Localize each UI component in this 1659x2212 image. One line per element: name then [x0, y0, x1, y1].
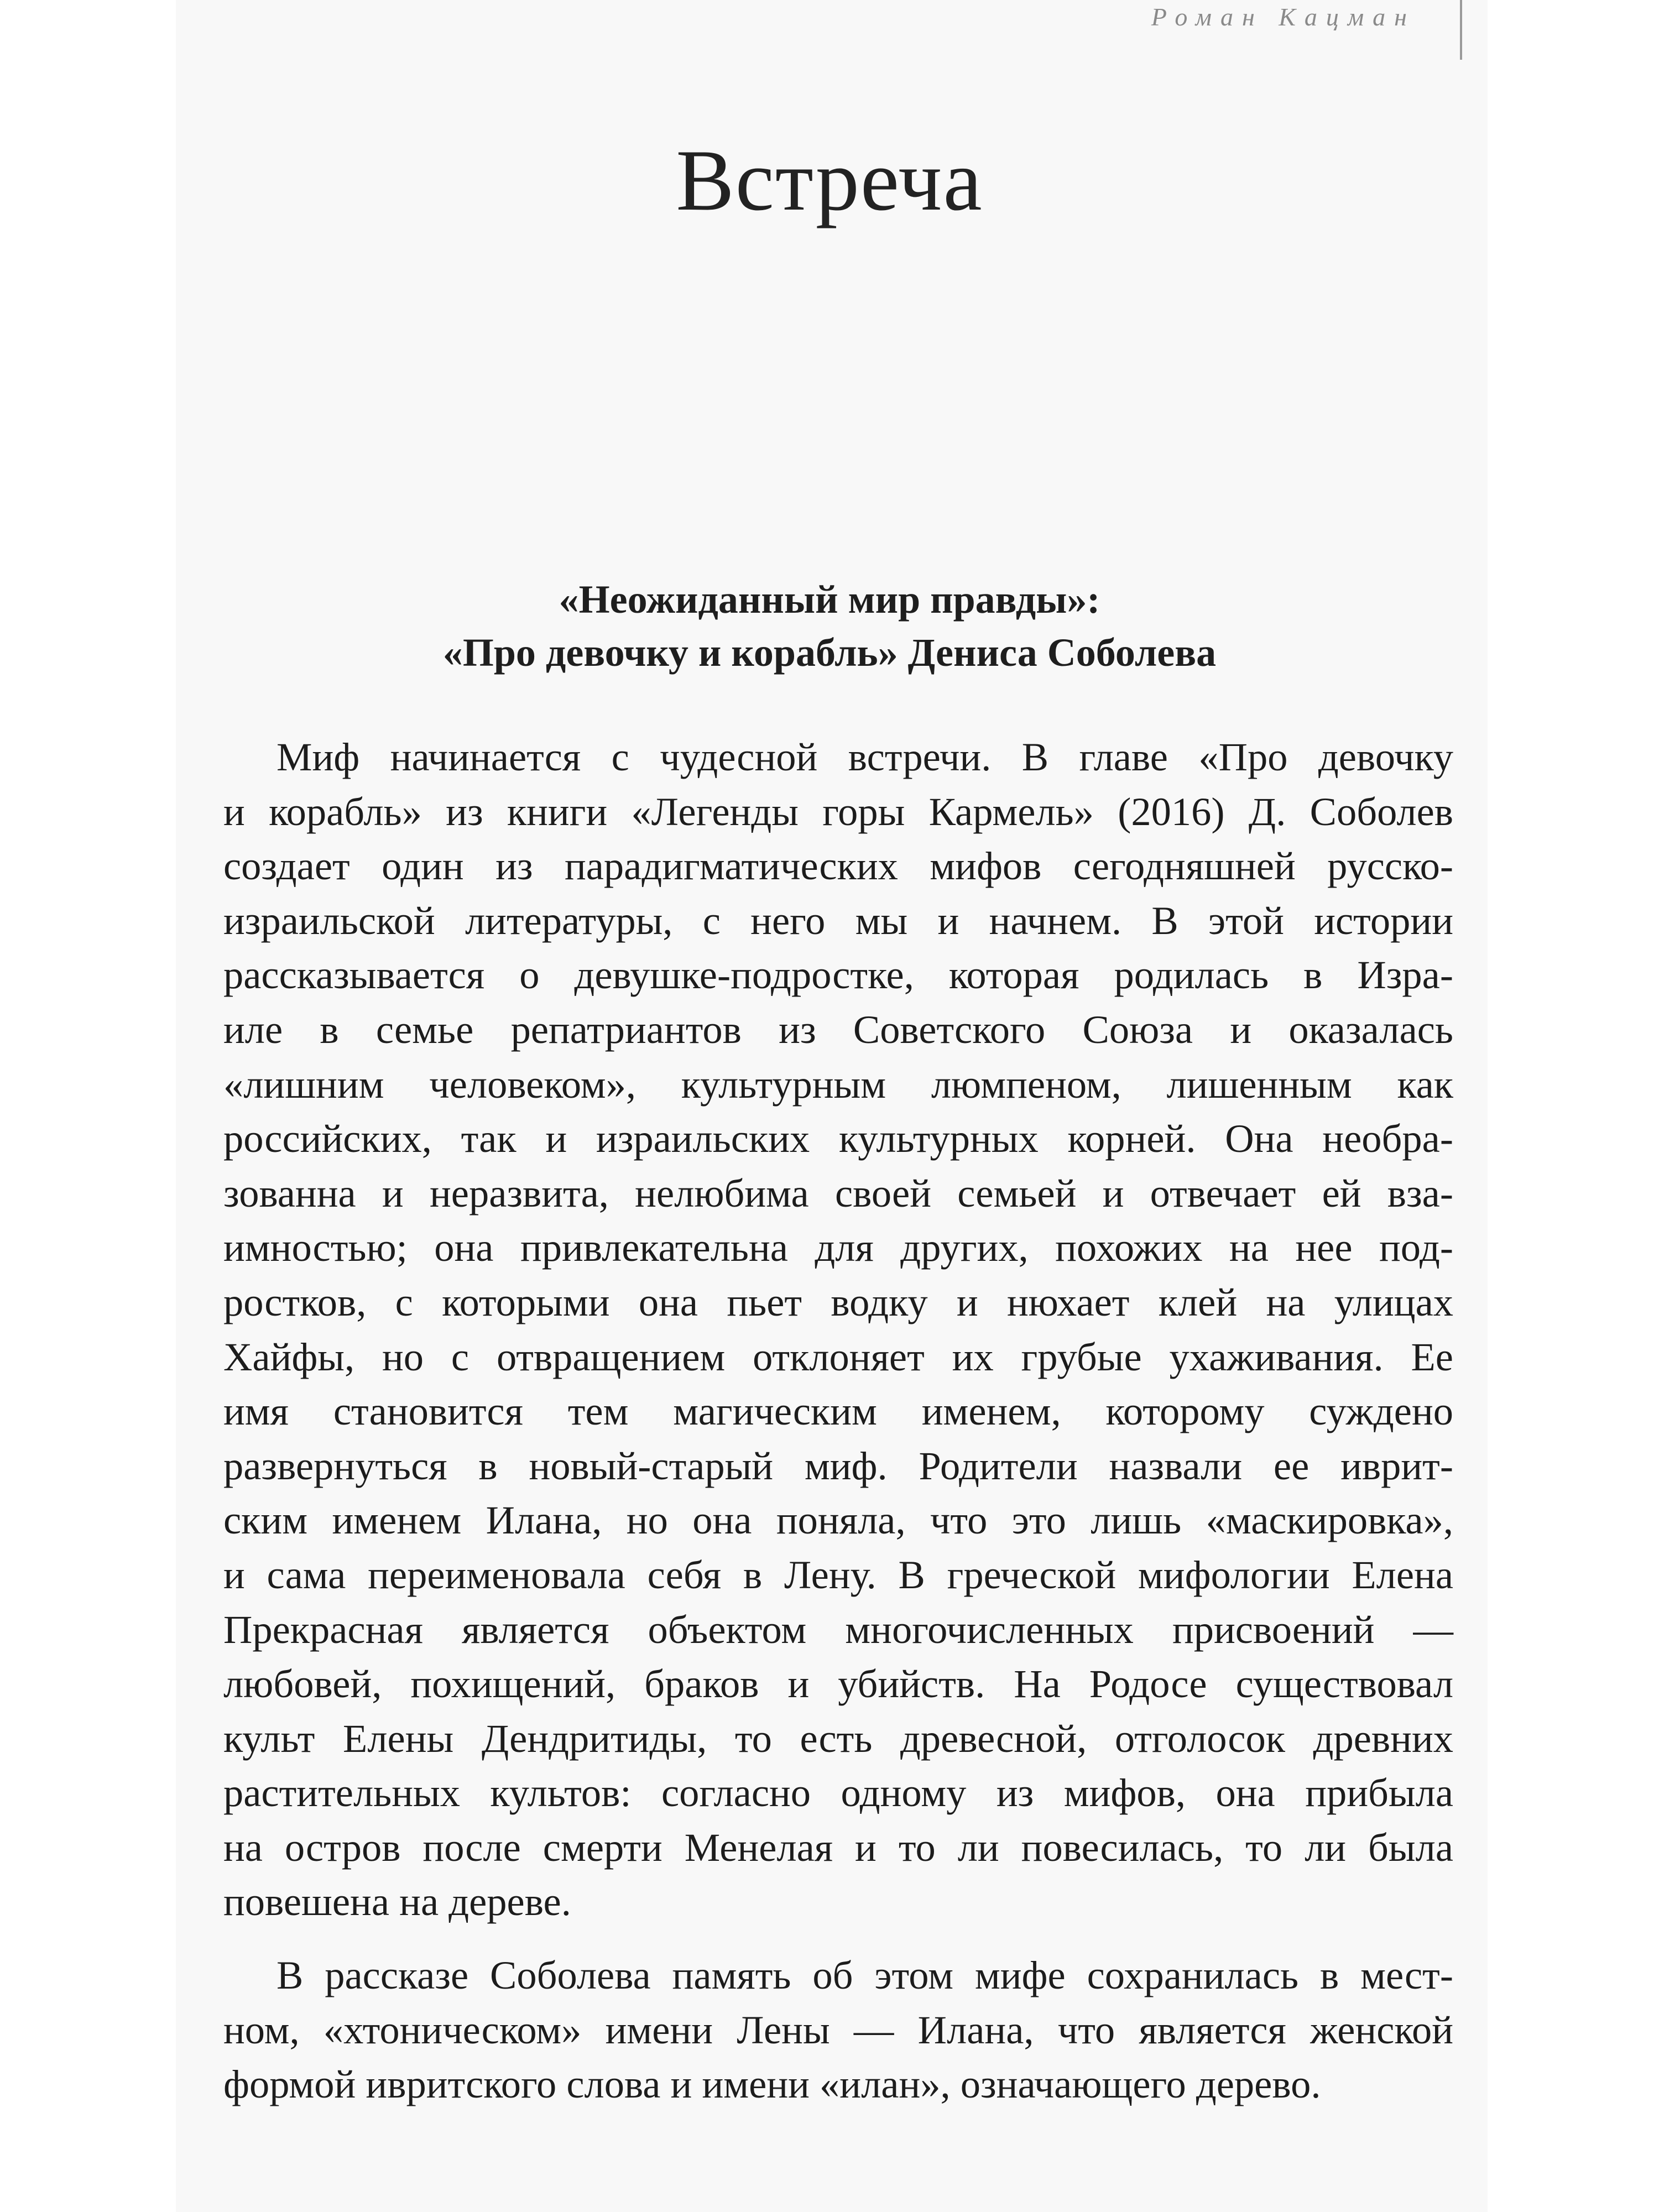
text-line: Миф начинается с чудесной встречи. В главе «Про девочку — [276, 734, 1453, 779]
text-line: ростков, с которыми она пьет водку и нюхает клей на улицах — [223, 1279, 1453, 1324]
text-line: культ Елены Дендритиды, то есть древесной, отголосок древних — [223, 1715, 1453, 1761]
text-line: «лишним человеком», культурным люмпеном, лишенным как — [223, 1061, 1453, 1107]
text-line: формой ивритского слова и имени «илан», означающего дерево. — [223, 2062, 1321, 2107]
running-head: Роман Кацман — [1151, 3, 1416, 31]
header-rule — [1460, 0, 1462, 60]
text-line: на остров после смерти Менелая и то ли повесилась, то ли была — [223, 1824, 1453, 1870]
text-line: и сама переименовала себя в Лену. В греческой мифологии Елена — [223, 1552, 1453, 1597]
text-line: В рассказе Соболева память об этом мифе сохранилась в мест- — [276, 1953, 1453, 1998]
text-line: повешена на дереве. — [223, 1879, 571, 1924]
text-line: израильской литературы, с него мы и начнем. В этой истории — [223, 898, 1453, 943]
text-line: имя становится тем магическим именем, которому суждено — [223, 1389, 1453, 1434]
body-text — [223, 730, 1453, 2112]
text-line: иле в семье репатриантов из Советского Союза и оказалась — [223, 1006, 1453, 1052]
subtitle-line: «Про девочку и корабль» Дениса Соболева — [442, 630, 1217, 675]
text-line: ном, «хтоническом» имени Лены — Илана, что является женской — [223, 2007, 1453, 2052]
text-line: и корабль» из книги «Легенды горы Кармель» (2016) Д. Соболев — [223, 789, 1453, 834]
chapter-subtitle — [0, 573, 1659, 679]
text-line: развернуться в новый-старый миф. Родители назвали ее иврит- — [223, 1443, 1453, 1488]
paragraph — [223, 1948, 1453, 2112]
text-line: Хайфы, но с отвращением отклоняет их грубые ухаживания. Ее — [223, 1334, 1453, 1379]
paragraph — [223, 730, 1453, 1929]
text-line: создает один из парадигматических мифов сегодняшней русско- — [223, 843, 1453, 889]
chapter-title: Встреча — [676, 132, 983, 229]
text-line: имностью; она привлекательна для других, похожих на нее под- — [223, 1225, 1453, 1270]
subtitle-line: «Неожиданный мир правды»: — [559, 577, 1100, 622]
text-line: растительных культов: согласно одному из мифов, она прибыла — [223, 1770, 1453, 1815]
text-line: зованна и неразвита, нелюбима своей семьей и отвечает ей вза- — [223, 1170, 1453, 1215]
text-line: любовей, похищений, браков и убийств. На Родосе существовал — [223, 1661, 1453, 1707]
text-line: российских, так и израильских культурных корней. Она необра- — [223, 1116, 1453, 1161]
text-line: ским именем Илана, но она поняла, что это лишь «маскировка», — [223, 1498, 1453, 1543]
text-line: Прекрасная является объектом многочисленных присвоений — — [223, 1606, 1453, 1652]
text-line: рассказывается о девушке-подростке, которая родилась в Изра- — [223, 952, 1453, 998]
